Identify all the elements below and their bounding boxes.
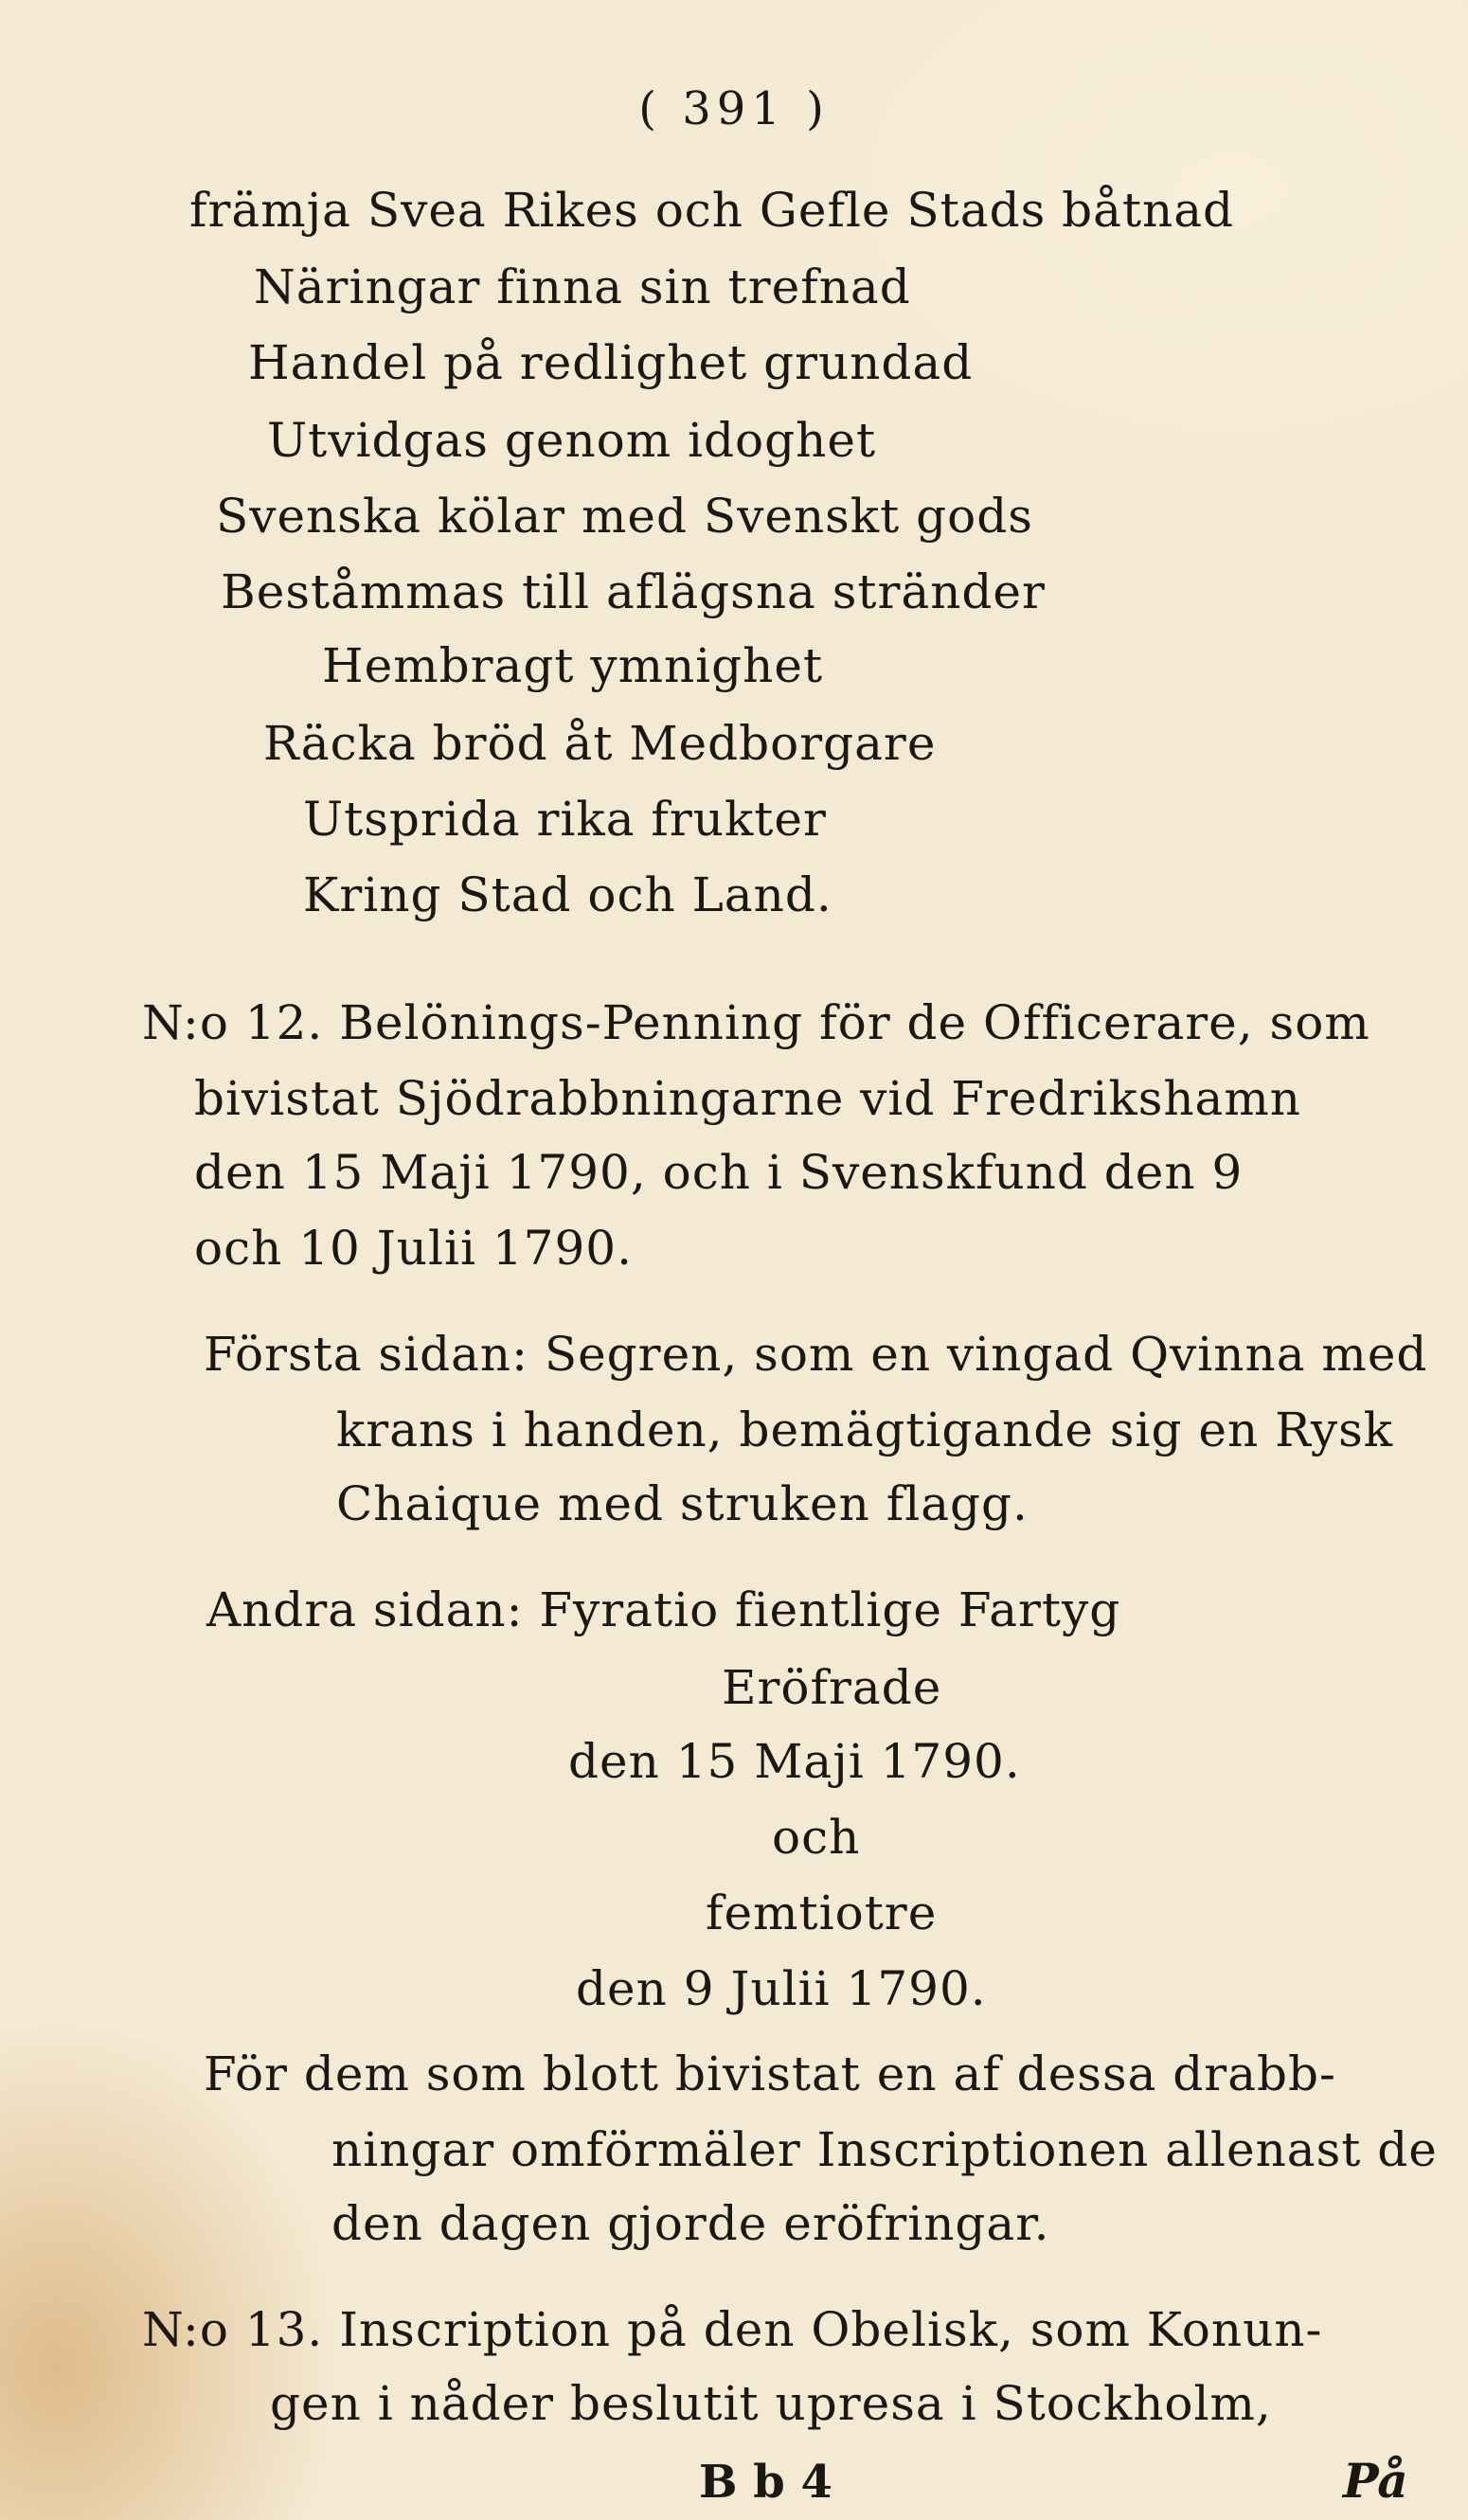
second-side-line: Eröfrade <box>722 1660 942 1715</box>
poem-line: Räcka bröd åt Medborgare <box>263 716 937 771</box>
second-side-line: den 9 Julii 1790. <box>576 1961 987 2016</box>
note-line: den dagen gjorde eröfringar. <box>331 2196 1050 2251</box>
poem-line: Utvidgas genom idoghet <box>267 413 877 468</box>
entry-13-line: gen i nåder beslutit upresa i Stockholm, <box>270 2376 1272 2431</box>
signature-mark: B b 4 <box>699 2456 832 2509</box>
entry-12-line: och 10 Julii 1790. <box>194 1221 633 1276</box>
first-side-line: krans i handen, bemägtigande sig en Rysk <box>336 1403 1394 1457</box>
entry-12-line: bivistat Sjödrabbningarne vid Fredrikshamn <box>194 1071 1301 1126</box>
poem-line: Beståmmas till aflägsna stränder <box>221 564 1046 619</box>
note-line: För dem som blott bivistat en af dessa drabb- <box>204 2046 1336 2101</box>
first-side-line: Första sidan: Segren, som en vingad Qvinna med <box>204 1327 1428 1382</box>
entry-13-line: N:o 13. Inscription på den Obelisk, som Konun- <box>142 2302 1323 2357</box>
catchword: På <box>1343 2453 1408 2509</box>
second-side-line: femtiotre <box>706 1886 938 1940</box>
entry-12-line: N:o 12. Belönings-Penning för de Officerare, som <box>142 995 1370 1050</box>
second-side-line: Andra sidan: Fyratio fientlige Fartyg <box>206 1582 1121 1637</box>
poem-line: Näringar finna sin trefnad <box>254 259 911 314</box>
poem-line: Handel på redlighet grundad <box>248 335 974 390</box>
page-number-header: ( 391 ) <box>638 82 830 135</box>
poem-line: Svenska kölar med Svenskt gods <box>216 489 1033 544</box>
poem-line: Kring Stad och Land. <box>303 867 832 922</box>
poem-line: Utsprida rika frukter <box>303 792 827 847</box>
poem-line: främja Svea Rikes och Gefle Stads båtnad <box>189 183 1235 238</box>
note-line: ningar omförmäler Inscriptionen allenast de <box>331 2122 1438 2177</box>
first-side-line: Chaique med struken flagg. <box>336 1476 1029 1531</box>
second-side-line: och <box>772 1810 861 1865</box>
second-side-line: den 15 Maji 1790. <box>568 1734 1021 1789</box>
poem-line: Hembragt ymnighet <box>322 638 824 693</box>
entry-12-line: den 15 Maji 1790, och i Svenskfund den 9 <box>194 1145 1244 1200</box>
